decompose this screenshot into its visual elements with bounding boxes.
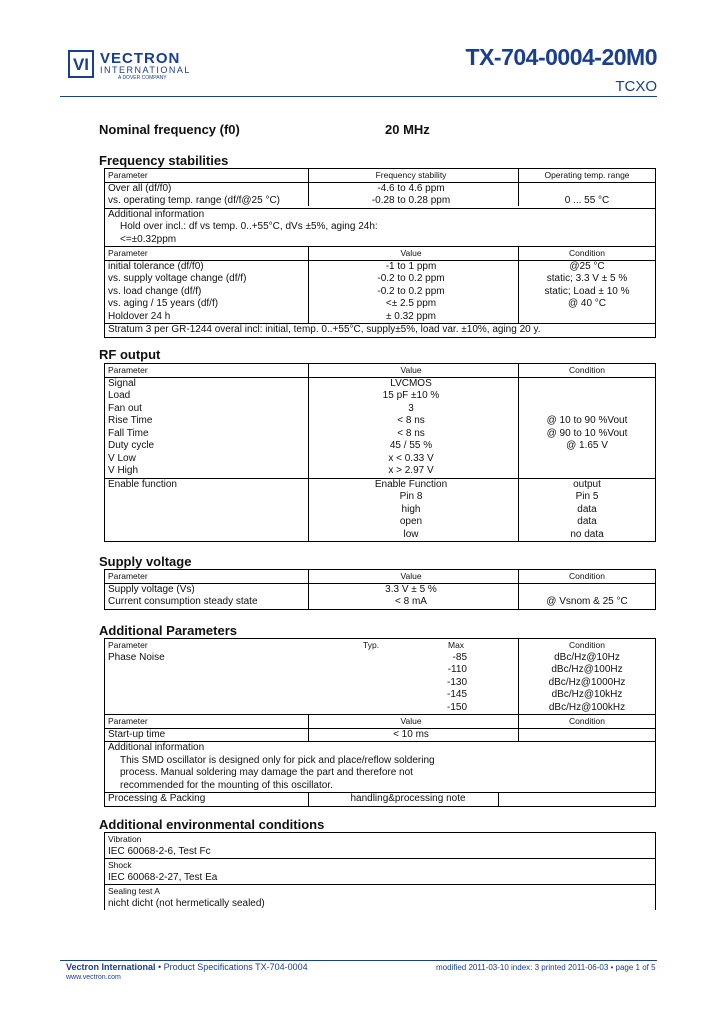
param-cell: Enable function <box>108 478 177 490</box>
table-row <box>105 583 655 597</box>
max-cell: -145 <box>446 689 467 700</box>
company-logo-subtitle: INTERNATIONAL <box>100 65 191 75</box>
condition-cell: @ 1.65 V <box>566 440 608 451</box>
value-cell: Pin 8 <box>399 491 423 502</box>
info-text: This SMD oscillator is designed only for pick and place/reflow soldering <box>120 754 435 766</box>
startup-block <box>105 714 655 741</box>
param-cell: Supply voltage (Vs) <box>108 583 195 595</box>
header-cell: Operating temp. range <box>544 170 630 180</box>
value-cell: <± 2.5 ppm <box>385 298 437 309</box>
value-cell: < 10 ms <box>393 728 429 740</box>
additional-parameters-table <box>104 638 656 807</box>
param-cell: Phase Noise <box>108 651 165 663</box>
param-cell: Processing & Packing <box>108 793 206 804</box>
table-row <box>105 390 655 403</box>
company-logo-mark: VI <box>68 50 94 78</box>
header-cell: Parameter <box>108 365 148 375</box>
env-value: IEC 60068-2-6, Test Fc <box>108 845 211 857</box>
stratum-row <box>105 323 655 337</box>
value-cell: handling&processing note <box>350 793 466 804</box>
table-row <box>105 596 655 609</box>
max-cell: -150 <box>446 701 467 713</box>
table-row <box>105 677 655 690</box>
param-cell: Fan out <box>108 402 142 414</box>
value-cell: -0.2 to 0.2 ppm <box>377 273 445 284</box>
footer-dates: modified 2011-03-10 index: 3 printed 2011-06-03 • page 1 of 5 <box>436 963 656 972</box>
value-cell: -0.2 to 0.2 ppm <box>377 285 445 297</box>
header-cell: Condition <box>569 716 605 726</box>
packing-block <box>105 792 655 806</box>
table-header-row <box>105 714 655 728</box>
document-title: TX-704-0004-20M0 <box>465 44 657 70</box>
footer-url[interactable]: www.vectron.com <box>66 974 121 981</box>
info-row <box>105 221 655 234</box>
condition-cell: @ 10 to 90 %Vout <box>546 415 628 426</box>
frequency-stabilities-table <box>104 168 656 338</box>
condition-cell: static; 3.3 V ± 5 % <box>546 273 628 284</box>
env-value-row <box>105 872 655 885</box>
footer-company-name: Vectron International <box>66 962 156 972</box>
environmental-heading: Additional environmental conditions <box>99 817 325 832</box>
condition-cell: @25 °C <box>569 260 605 272</box>
param-cell: V High <box>108 465 139 476</box>
header-cell: Value <box>400 365 422 375</box>
table-row <box>105 377 655 391</box>
env-value: IEC 60068-2-27, Test Ea <box>108 871 218 883</box>
table-row <box>105 516 655 529</box>
condition-cell: dBc/Hz@100kHz <box>548 701 626 713</box>
stratum-text: Stratum 3 per GR-1244 overal incl: initial, temp. 0..+55°C, supply±5%, load var. ±10%, aging 20 y. <box>108 324 541 335</box>
env-label: Shock <box>108 860 132 870</box>
value-cell: 3 <box>408 402 414 414</box>
value-cell: -1 to 1 ppm <box>385 260 437 272</box>
value-cell: 15 pF ±10 % <box>382 390 440 401</box>
footer-spec: • Product Specifications TX-704-0004 <box>155 962 308 972</box>
phase-noise-block <box>105 639 655 714</box>
table-row <box>105 702 655 715</box>
env-value-row <box>105 846 655 859</box>
condition-cell: output <box>573 478 601 490</box>
param-cell: V Low <box>108 452 136 464</box>
condition-cell: Pin 5 <box>575 491 599 502</box>
stability-subtable <box>105 246 655 323</box>
info-text: <=±0.32ppm <box>120 233 177 245</box>
param-cell: initial tolerance (df/f0) <box>108 260 204 272</box>
condition-cell: @ Vsnom & 25 °C <box>546 596 628 607</box>
env-label: Sealing test A <box>108 886 160 896</box>
nominal-frequency-label: Nominal frequency (f0) <box>99 122 240 137</box>
table-header-row <box>105 639 655 652</box>
table-row <box>105 440 655 453</box>
info-row <box>105 767 655 780</box>
table-row <box>105 428 655 441</box>
header-cell: Frequency stability <box>375 170 447 180</box>
env-value: nicht dicht (not hermetically sealed) <box>108 897 265 909</box>
footer-company <box>66 962 308 972</box>
condition-cell: dBc/Hz@1000Hz <box>548 676 626 688</box>
rf-output-heading: RF output <box>99 347 161 362</box>
table-header-row <box>105 246 655 260</box>
header-cell: Value <box>400 716 422 726</box>
value-cell: x > 2.97 V <box>388 465 434 476</box>
max-cell: -85 <box>452 651 467 663</box>
condition-cell: no data <box>570 528 604 540</box>
env-value-row <box>105 898 655 911</box>
nominal-frequency-value: 20 MHz <box>385 122 430 137</box>
table-row <box>105 311 655 324</box>
table-row <box>105 195 655 208</box>
info-label: Additional information <box>108 208 205 220</box>
value-cell: high <box>401 503 421 515</box>
param-cell: vs. aging / 15 years (df/f) <box>108 298 219 309</box>
table-header-row <box>105 570 655 583</box>
max-cell: -110 <box>447 664 467 675</box>
value-cell: LVCMOS <box>390 377 432 389</box>
info-label: Additional information <box>108 742 205 753</box>
info-text: recommended for the mounting of this oscillator. <box>120 779 333 791</box>
table-row <box>105 465 655 478</box>
supply-voltage-heading: Supply voltage <box>99 554 192 569</box>
table-row <box>105 182 655 196</box>
param-cell: Over all (df/f0) <box>108 182 172 194</box>
header-cell: Condition <box>569 571 605 581</box>
header-cell: Condition <box>569 640 605 650</box>
table-row <box>105 403 655 416</box>
value-cell: < 8 ns <box>397 415 425 426</box>
param-cell: Current consumption steady state <box>108 596 258 607</box>
param-cell: vs. supply voltage change (df/f) <box>108 273 247 284</box>
param-cell: Load <box>108 390 131 401</box>
env-label-row <box>105 884 655 898</box>
footer-rule <box>60 960 657 961</box>
table-row <box>105 453 655 466</box>
table-row <box>105 792 655 806</box>
header-cell: Parameter <box>108 640 148 650</box>
max-cell: -130 <box>446 676 467 688</box>
table-row <box>105 286 655 299</box>
value-cell: Enable Function <box>374 478 448 490</box>
table-row <box>105 415 655 428</box>
header-cell: Condition <box>569 248 605 258</box>
value-cell: -0.28 to 0.28 ppm <box>371 195 451 206</box>
table-row <box>105 664 655 677</box>
table-row <box>105 689 655 702</box>
header-cell: Parameter <box>108 716 148 726</box>
table-header-row <box>105 169 655 182</box>
info-text: Hold over incl.: df vs temp. 0..+55°C, dVs ±5%, aging 24h: <box>120 221 378 232</box>
info-row <box>105 741 655 755</box>
rf-output-table <box>104 363 656 542</box>
header-cell: Parameter <box>108 248 148 258</box>
value-cell: 45 / 55 % <box>389 440 433 451</box>
condition-cell: static; Load ± 10 % <box>544 285 630 297</box>
value-cell: open <box>399 516 423 527</box>
header-cell: Value <box>400 248 422 258</box>
env-label-row <box>105 833 655 846</box>
table-row <box>105 260 655 274</box>
document-subtitle: TCXO <box>615 78 657 95</box>
env-label-row <box>105 858 655 872</box>
env-label: Vibration <box>108 834 142 844</box>
table-row <box>105 478 655 492</box>
value-cell: 3.3 V ± 5 % <box>385 583 437 595</box>
table-row <box>105 504 655 517</box>
info-row <box>105 234 655 247</box>
param-cell: Fall Time <box>108 427 149 439</box>
frequency-stabilities-heading: Frequency stabilities <box>99 153 229 168</box>
value-cell: low <box>403 528 419 540</box>
header-cell: Typ. <box>363 640 380 650</box>
table-row <box>105 728 655 742</box>
header-rule <box>60 96 657 97</box>
condition-cell: @ 40 °C <box>567 298 607 309</box>
company-logo-name: VECTRON <box>100 50 181 67</box>
condition-cell: @ 90 to 10 %Vout <box>546 427 628 439</box>
condition-cell: data <box>577 503 597 515</box>
value-cell: x < 0.33 V <box>388 452 434 464</box>
header-cell: Parameter <box>108 571 148 581</box>
header-cell: Max <box>448 640 465 650</box>
additional-parameters-heading: Additional Parameters <box>99 623 237 638</box>
table-row <box>105 298 655 311</box>
value-cell: ± 0.32 ppm <box>386 310 436 322</box>
table-row <box>105 273 655 286</box>
param-cell: Signal <box>108 377 136 389</box>
param-cell: vs. load change (df/f) <box>108 285 202 297</box>
value-cell: < 8 mA <box>395 596 427 607</box>
table-row <box>105 529 655 542</box>
header-cell: Parameter <box>108 170 148 180</box>
environmental-table <box>104 832 656 910</box>
table-row <box>105 652 655 665</box>
condition-cell: data <box>577 516 597 527</box>
param-cell: Rise Time <box>108 415 153 426</box>
company-logo-tagline: A DOVER COMPANY <box>118 75 167 81</box>
param-cell: Duty cycle <box>108 440 155 451</box>
table-header-row <box>105 364 655 377</box>
header-cell: Condition <box>569 365 605 375</box>
condition-cell: dBc/Hz@10kHz <box>551 689 623 700</box>
info-text: process. Manual soldering may damage the part and therefore not <box>120 767 413 778</box>
condition-cell: dBc/Hz@100Hz <box>551 664 623 675</box>
condition-cell: dBc/Hz@10Hz <box>554 651 620 663</box>
param-cell: Holdover 24 h <box>108 310 171 322</box>
param-cell: vs. operating temp. range (df/f@25 °C) <box>108 195 281 206</box>
supply-voltage-table <box>104 569 656 610</box>
info-row <box>105 780 655 793</box>
value-cell: < 8 ns <box>397 427 425 439</box>
header-cell: Value <box>400 571 422 581</box>
table-row <box>105 491 655 504</box>
condition-cell: 0 ... 55 °C <box>564 195 610 206</box>
value-cell: -4.6 to 4.6 ppm <box>377 182 445 194</box>
info-row <box>105 208 655 222</box>
info-row <box>105 755 655 768</box>
param-cell: Start-up time <box>108 728 166 740</box>
